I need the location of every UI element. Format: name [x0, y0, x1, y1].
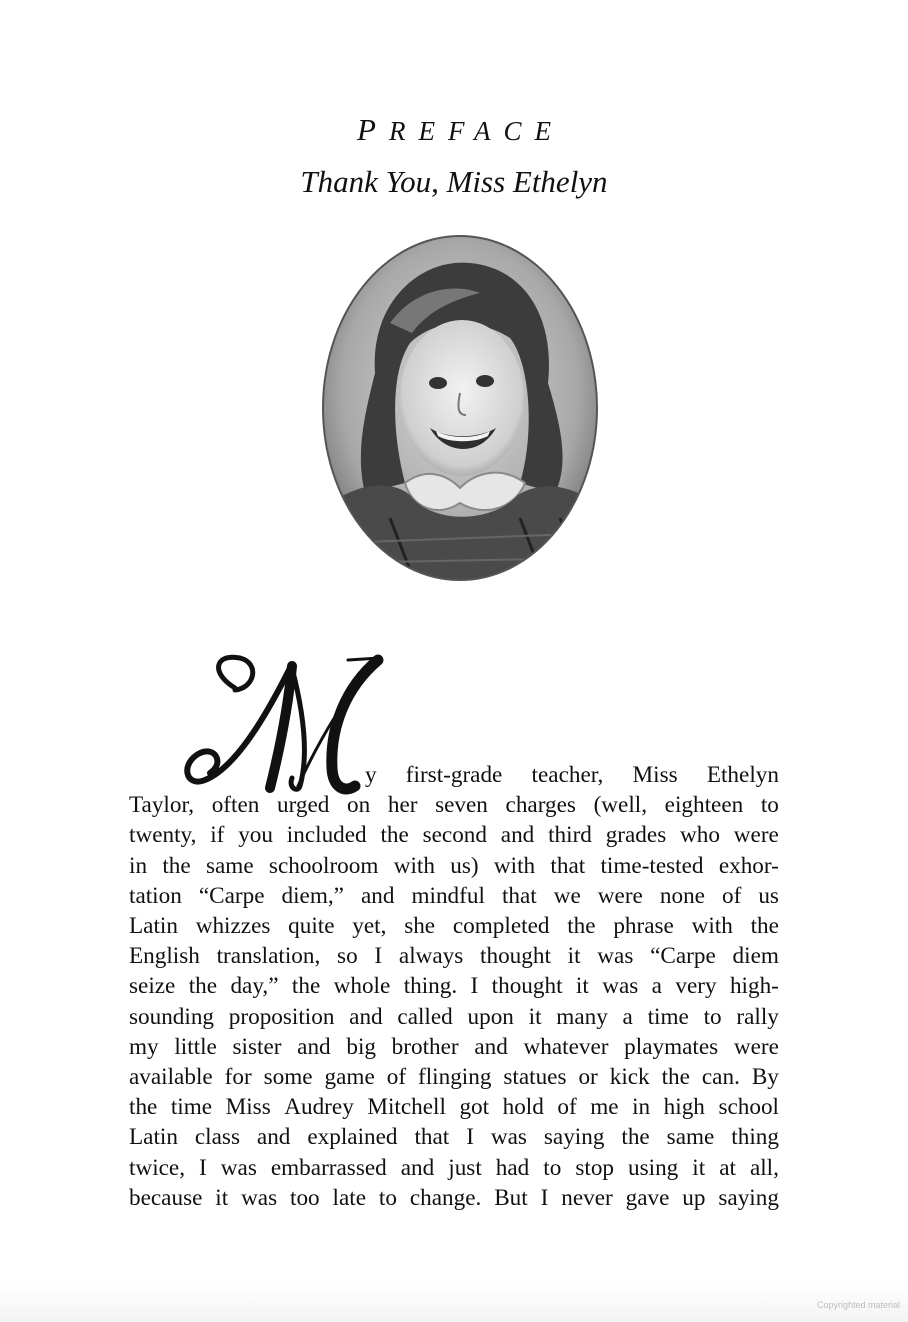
text-line: twenty, if you included the second and third grades who were [129, 822, 779, 849]
oval-portrait-photo [320, 233, 600, 583]
text-line: because it was too late to change. But I never gave up saying [129, 1184, 779, 1211]
text-line: twice, I was embarrassed and just had to stop using it at all, [129, 1154, 779, 1181]
text-line: in the same schoolroom with us) with that time-tested exhor- [129, 852, 779, 879]
text-line: available for some game of flinging statues or kick the can. By [129, 1064, 779, 1091]
heading-first-letter: P [357, 112, 389, 147]
text-line: sounding proposition and called upon it many a time to rally [129, 1003, 779, 1030]
copyright-note: Copyrighted material [816, 1300, 900, 1310]
text-line: my little sister and big brother and whatever playmates were [129, 1033, 779, 1060]
text-line: Latin class and explained that I was saying the same thing [129, 1124, 779, 1151]
text-line: y first-grade teacher, Miss Ethelyn [365, 762, 779, 788]
text-line: the time Miss Audrey Mitchell got hold of me in high school [129, 1094, 779, 1121]
chapter-subtitle: Thank You, Miss Ethelyn [300, 164, 608, 199]
chapter-heading [0, 112, 908, 148]
text-line: Latin whizzes quite yet, she completed the phrase with the [129, 913, 779, 940]
text-line: Taylor, often urged on her seven charges (well, eighteen to [129, 792, 779, 819]
text-line: tation “Carpe diem,” and mindful that we were none of us [129, 882, 779, 909]
heading-rest: REFACE [388, 116, 564, 146]
body-text [129, 760, 779, 1213]
text-line: seize the day,” the whole thing. I thought it was a very high- [129, 973, 779, 1000]
footer-bar [0, 1284, 908, 1322]
text-line: English translation, so I always thought it was “Carpe diem [129, 943, 779, 970]
